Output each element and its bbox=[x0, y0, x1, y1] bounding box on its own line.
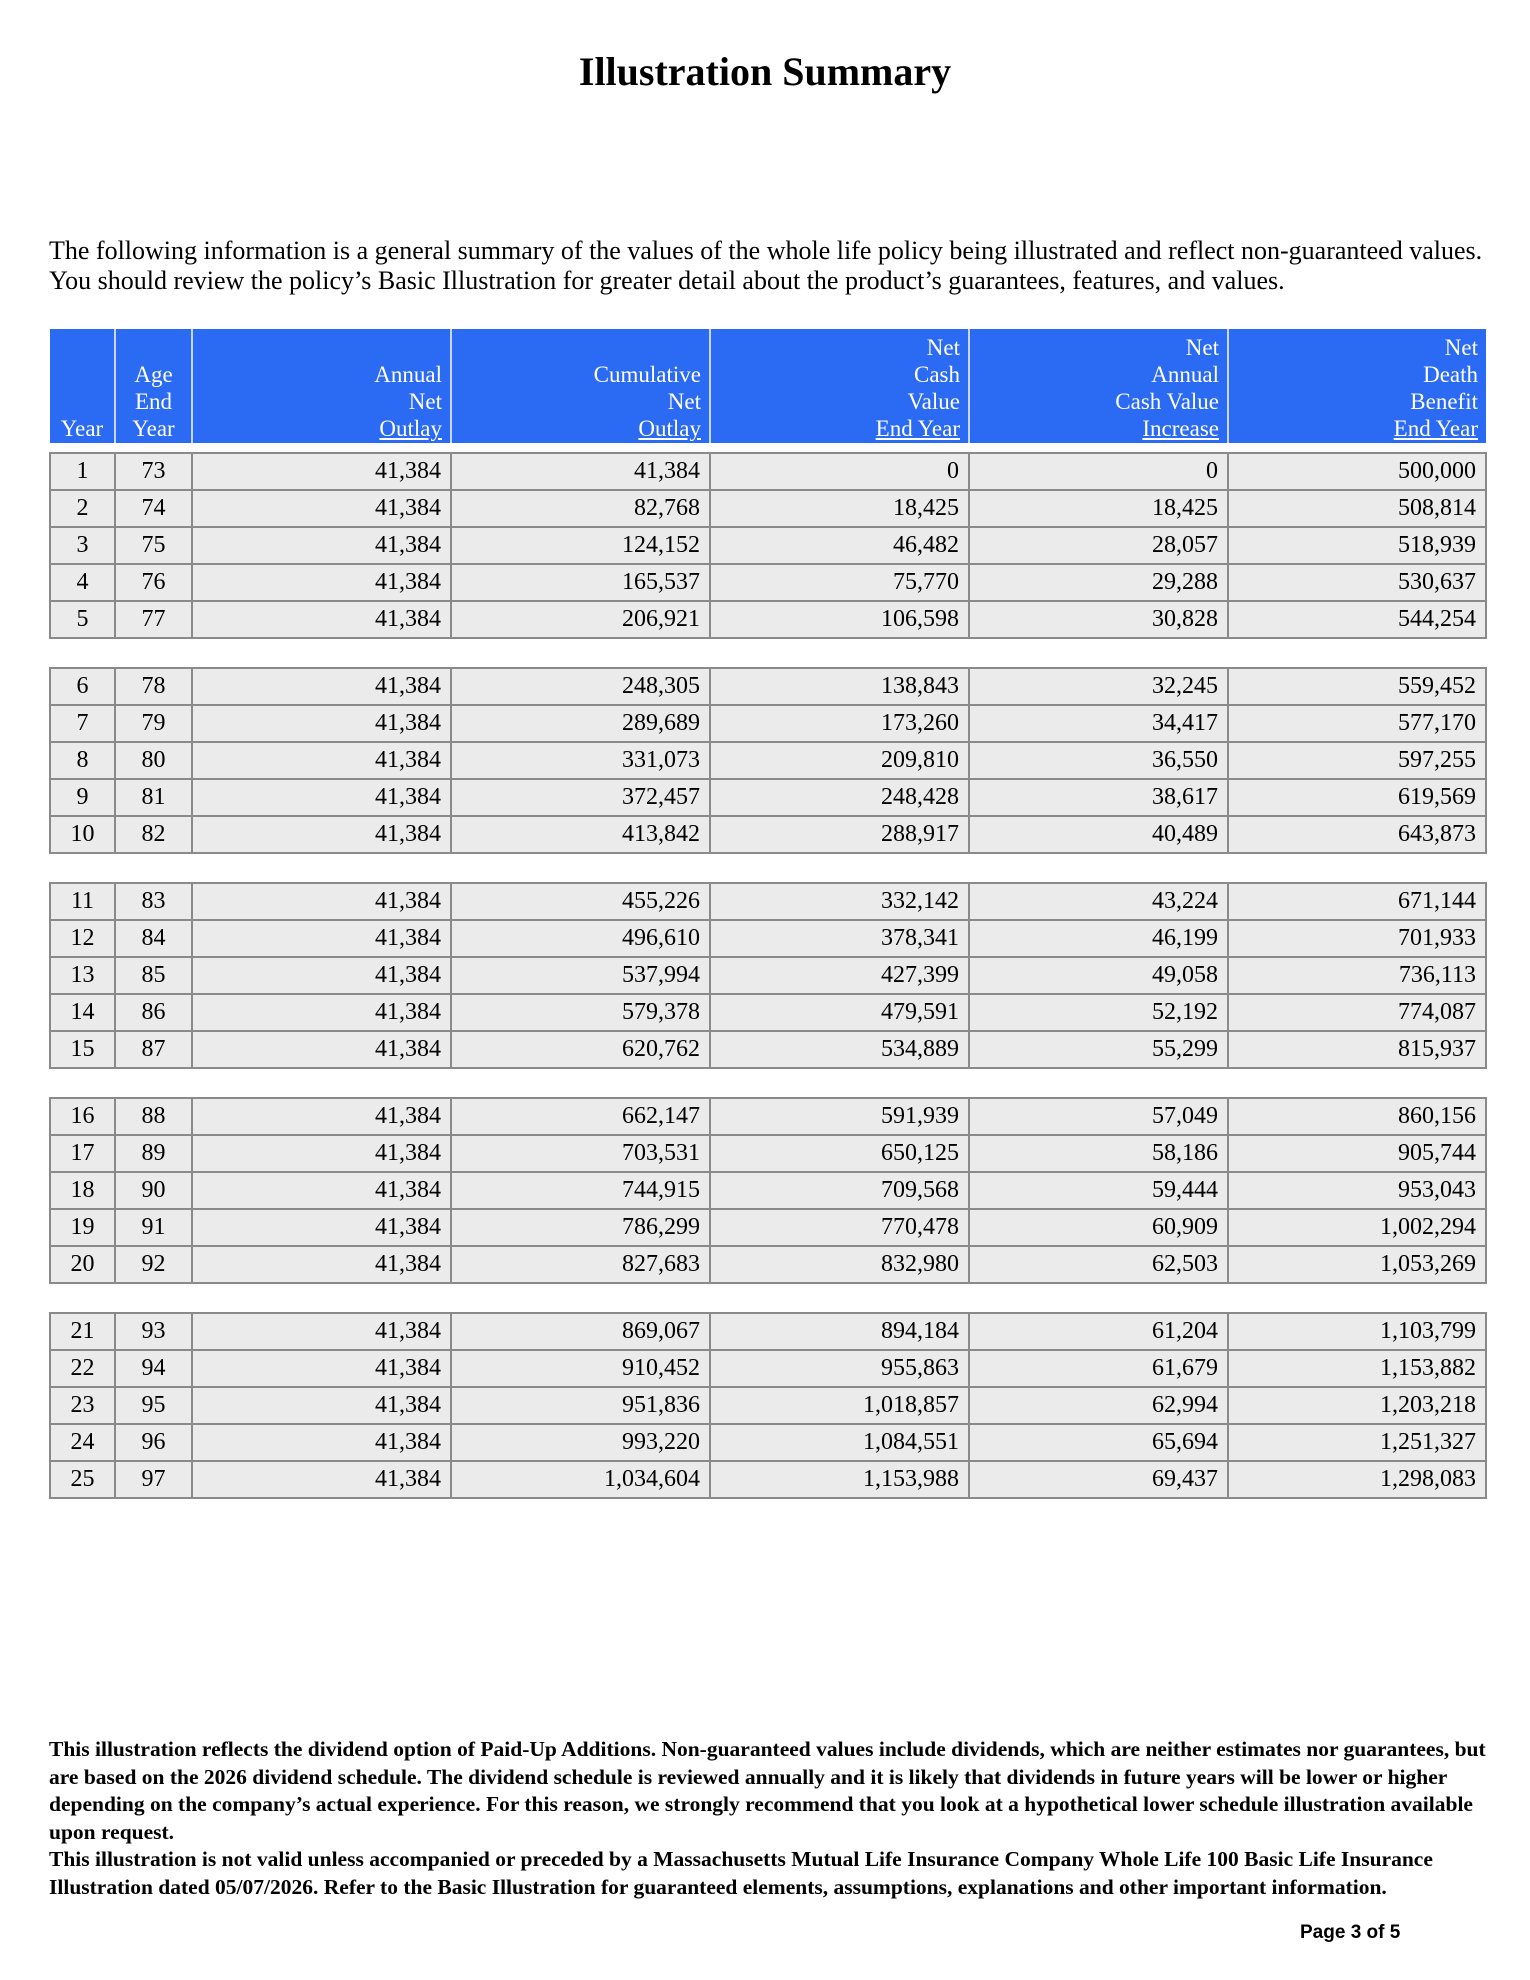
column-header-line: Year bbox=[132, 416, 175, 441]
table-body bbox=[50, 443, 1486, 1498]
table-cell: 82 bbox=[115, 816, 192, 853]
table-cell: 703,531 bbox=[451, 1135, 710, 1172]
table-cell: 378,341 bbox=[710, 920, 969, 957]
table-cell: 96 bbox=[115, 1424, 192, 1461]
table-cell: 9 bbox=[50, 779, 115, 816]
column-header-4 bbox=[710, 329, 969, 443]
table-cell: 8 bbox=[50, 742, 115, 779]
table-row bbox=[50, 1172, 1486, 1209]
table-cell: 17 bbox=[50, 1135, 115, 1172]
table-cell: 41,384 bbox=[192, 1135, 451, 1172]
table-cell: 58,186 bbox=[969, 1135, 1228, 1172]
table-cell: 82,768 bbox=[451, 490, 710, 527]
table-cell: 32,245 bbox=[969, 668, 1228, 705]
table-row bbox=[50, 742, 1486, 779]
validity-disclosure: This illustration is not valid unless accompanied or preceded by a Massachusetts Mutual Life Insurance Company Whole Life 100 Basic Life Insurance Illustration dated 05/07/2026. Refer to the Basic Illustration for guaranteed elements, assumptions, explanations and other important information. bbox=[49, 1847, 1433, 1899]
table-cell: 372,457 bbox=[451, 779, 710, 816]
table-cell: 455,226 bbox=[451, 883, 710, 920]
table-cell: 662,147 bbox=[451, 1098, 710, 1135]
table-cell: 1,053,269 bbox=[1228, 1246, 1486, 1283]
table-cell: 22 bbox=[50, 1350, 115, 1387]
table-row bbox=[50, 920, 1486, 957]
table-cell: 41,384 bbox=[192, 742, 451, 779]
table-row bbox=[50, 1313, 1486, 1350]
table-cell: 7 bbox=[50, 705, 115, 742]
table-cell: 41,384 bbox=[192, 779, 451, 816]
column-header-line: End bbox=[134, 389, 173, 414]
table-cell: 288,917 bbox=[710, 816, 969, 853]
table-cell: 508,814 bbox=[1228, 490, 1486, 527]
table-cell: 827,683 bbox=[451, 1246, 710, 1283]
table-row bbox=[50, 883, 1486, 920]
table-cell: 41,384 bbox=[192, 668, 451, 705]
table-cell: 41,384 bbox=[192, 601, 451, 638]
table-cell: 2 bbox=[50, 490, 115, 527]
table-row bbox=[50, 1031, 1486, 1068]
table-row bbox=[50, 957, 1486, 994]
column-header-line: Net bbox=[408, 389, 442, 414]
table-cell: 43,224 bbox=[969, 883, 1228, 920]
table-cell: 41,384 bbox=[192, 994, 451, 1031]
table-row bbox=[50, 705, 1486, 742]
table-cell: 89 bbox=[115, 1135, 192, 1172]
table-cell: 92 bbox=[115, 1246, 192, 1283]
column-header-line: Annual bbox=[1151, 362, 1219, 387]
table-cell: 13 bbox=[50, 957, 115, 994]
table-cell: 951,836 bbox=[451, 1387, 710, 1424]
table-cell: 534,889 bbox=[710, 1031, 969, 1068]
table-cell: 620,762 bbox=[451, 1031, 710, 1068]
column-header-line: Year bbox=[60, 416, 104, 441]
illustration-table bbox=[49, 329, 1487, 1499]
table-cell: 591,939 bbox=[710, 1098, 969, 1135]
table-cell: 41,384 bbox=[192, 1098, 451, 1135]
table-cell: 1,018,857 bbox=[710, 1387, 969, 1424]
column-header-3 bbox=[451, 329, 710, 443]
table-cell: 46,482 bbox=[710, 527, 969, 564]
table-row bbox=[50, 1424, 1486, 1461]
table-cell: 701,933 bbox=[1228, 920, 1486, 957]
table-cell: 993,220 bbox=[451, 1424, 710, 1461]
table-cell: 953,043 bbox=[1228, 1172, 1486, 1209]
table-cell: 41,384 bbox=[192, 527, 451, 564]
table-cell: 95 bbox=[115, 1387, 192, 1424]
table-cell: 1,153,882 bbox=[1228, 1350, 1486, 1387]
table-cell: 97 bbox=[115, 1461, 192, 1498]
table-cell: 496,610 bbox=[451, 920, 710, 957]
table-cell: 138,843 bbox=[710, 668, 969, 705]
column-header-line: Annual bbox=[374, 362, 442, 387]
column-header-line: Benefit bbox=[1410, 389, 1478, 414]
table-cell: 1,153,988 bbox=[710, 1461, 969, 1498]
illustration-table-container bbox=[49, 329, 1485, 1499]
table-cell: 1,298,083 bbox=[1228, 1461, 1486, 1498]
table-cell: 0 bbox=[710, 453, 969, 490]
table-cell: 6 bbox=[50, 668, 115, 705]
table-cell: 20 bbox=[50, 1246, 115, 1283]
table-cell: 41,384 bbox=[192, 1424, 451, 1461]
table-cell: 643,873 bbox=[1228, 816, 1486, 853]
column-header-line: End Year bbox=[1393, 416, 1478, 441]
table-row bbox=[50, 490, 1486, 527]
table-cell: 209,810 bbox=[710, 742, 969, 779]
table-cell: 331,073 bbox=[451, 742, 710, 779]
table-row bbox=[50, 453, 1486, 490]
column-header-line: Net bbox=[1444, 335, 1478, 360]
table-cell: 34,417 bbox=[969, 705, 1228, 742]
column-header-2 bbox=[192, 329, 451, 443]
table-row bbox=[50, 1098, 1486, 1135]
table-cell: 427,399 bbox=[710, 957, 969, 994]
table-cell: 165,537 bbox=[451, 564, 710, 601]
table-cell: 5 bbox=[50, 601, 115, 638]
table-cell: 537,994 bbox=[451, 957, 710, 994]
table-cell: 12 bbox=[50, 920, 115, 957]
table-cell: 41,384 bbox=[192, 1313, 451, 1350]
table-cell: 559,452 bbox=[1228, 668, 1486, 705]
table-row bbox=[50, 668, 1486, 705]
table-cell: 36,550 bbox=[969, 742, 1228, 779]
table-cell: 25 bbox=[50, 1461, 115, 1498]
table-cell: 79 bbox=[115, 705, 192, 742]
table-cell: 124,152 bbox=[451, 527, 710, 564]
table-row bbox=[50, 1209, 1486, 1246]
table-cell: 76 bbox=[115, 564, 192, 601]
table-cell: 59,444 bbox=[969, 1172, 1228, 1209]
table-cell: 11 bbox=[50, 883, 115, 920]
column-header-5 bbox=[969, 329, 1228, 443]
table-cell: 1,002,294 bbox=[1228, 1209, 1486, 1246]
table-cell: 84 bbox=[115, 920, 192, 957]
table-cell: 106,598 bbox=[710, 601, 969, 638]
table-cell: 1,203,218 bbox=[1228, 1387, 1486, 1424]
table-cell: 518,939 bbox=[1228, 527, 1486, 564]
column-header-line: End Year bbox=[875, 416, 960, 441]
table-cell: 93 bbox=[115, 1313, 192, 1350]
column-header-line: Net bbox=[667, 389, 701, 414]
table-cell: 709,568 bbox=[710, 1172, 969, 1209]
table-cell: 619,569 bbox=[1228, 779, 1486, 816]
table-cell: 41,384 bbox=[192, 957, 451, 994]
intro-paragraph: The following information is a general summary of the values of the whole life policy being illustrated and reflect non-guaranteed values. You should review the policy’s Basic Illustration for greater detail about the product’s guarantees, features, and values. bbox=[49, 236, 1483, 295]
table-cell: 41,384 bbox=[192, 1031, 451, 1068]
table-cell: 815,937 bbox=[1228, 1031, 1486, 1068]
table-cell: 955,863 bbox=[710, 1350, 969, 1387]
table-cell: 173,260 bbox=[710, 705, 969, 742]
table-cell: 579,378 bbox=[451, 994, 710, 1031]
table-cell: 650,125 bbox=[710, 1135, 969, 1172]
table-cell: 90 bbox=[115, 1172, 192, 1209]
table-cell: 479,591 bbox=[710, 994, 969, 1031]
table-cell: 77 bbox=[115, 601, 192, 638]
table-cell: 1 bbox=[50, 453, 115, 490]
table-cell: 62,994 bbox=[969, 1387, 1228, 1424]
table-cell: 81 bbox=[115, 779, 192, 816]
column-header-line: Outlay bbox=[638, 416, 701, 441]
page-number: Page 3 of 5 bbox=[1300, 1922, 1401, 1943]
table-cell: 46,199 bbox=[969, 920, 1228, 957]
table-cell: 40,489 bbox=[969, 816, 1228, 853]
table-cell: 14 bbox=[50, 994, 115, 1031]
table-cell: 786,299 bbox=[451, 1209, 710, 1246]
table-cell: 38,617 bbox=[969, 779, 1228, 816]
table-cell: 52,192 bbox=[969, 994, 1228, 1031]
table-cell: 94 bbox=[115, 1350, 192, 1387]
table-cell: 41,384 bbox=[192, 920, 451, 957]
table-row bbox=[50, 1135, 1486, 1172]
table-cell: 23 bbox=[50, 1387, 115, 1424]
table-cell: 75,770 bbox=[710, 564, 969, 601]
table-cell: 41,384 bbox=[192, 705, 451, 742]
table-row bbox=[50, 779, 1486, 816]
table-cell: 248,305 bbox=[451, 668, 710, 705]
table-cell: 24 bbox=[50, 1424, 115, 1461]
page-title: Illustration Summary bbox=[578, 49, 952, 94]
table-cell: 41,384 bbox=[192, 816, 451, 853]
table-row bbox=[50, 1350, 1486, 1387]
table-cell: 19 bbox=[50, 1209, 115, 1246]
table-row bbox=[50, 994, 1486, 1031]
table-cell: 61,204 bbox=[969, 1313, 1228, 1350]
column-header-6 bbox=[1228, 329, 1486, 443]
table-cell: 18,425 bbox=[969, 490, 1228, 527]
table-cell: 905,744 bbox=[1228, 1135, 1486, 1172]
table-cell: 87 bbox=[115, 1031, 192, 1068]
table-cell: 4 bbox=[50, 564, 115, 601]
column-header-line: Age bbox=[134, 362, 173, 387]
table-cell: 41,384 bbox=[192, 1172, 451, 1209]
table-cell: 16 bbox=[50, 1098, 115, 1135]
table-cell: 41,384 bbox=[192, 883, 451, 920]
column-header-line: Increase bbox=[1142, 416, 1219, 441]
table-cell: 1,251,327 bbox=[1228, 1424, 1486, 1461]
table-cell: 75 bbox=[115, 527, 192, 564]
table-cell: 80 bbox=[115, 742, 192, 779]
column-header-line: Value bbox=[907, 389, 960, 414]
column-header-line: Cumulative bbox=[593, 362, 701, 387]
column-header-line: Net bbox=[926, 335, 960, 360]
table-cell: 910,452 bbox=[451, 1350, 710, 1387]
table-cell: 869,067 bbox=[451, 1313, 710, 1350]
column-header-line: Net bbox=[1185, 335, 1219, 360]
dividend-disclosure: This illustration reflects the dividend option of Paid-Up Additions. Non-guaranteed values include dividends, which are neither estimates nor guarantees, but are based on the 2026 dividend schedule. The dividend schedule is reviewed annually and it is likely that dividends in future years will be lower or higher depending on the company’s actual experience. For this reason, we strongly recommend that you look at a hypothetical lower schedule illustration available upon request. bbox=[49, 1737, 1486, 1844]
table-cell: 3 bbox=[50, 527, 115, 564]
table-cell: 544,254 bbox=[1228, 601, 1486, 638]
column-header-line: Cash Value bbox=[1115, 389, 1219, 414]
table-cell: 671,144 bbox=[1228, 883, 1486, 920]
table-cell: 41,384 bbox=[192, 490, 451, 527]
table-cell: 85 bbox=[115, 957, 192, 994]
column-header-line: Death bbox=[1423, 362, 1478, 387]
table-cell: 73 bbox=[115, 453, 192, 490]
table-cell: 49,058 bbox=[969, 957, 1228, 994]
table-cell: 41,384 bbox=[192, 1461, 451, 1498]
table-cell: 10 bbox=[50, 816, 115, 853]
table-row bbox=[50, 527, 1486, 564]
table-cell: 1,084,551 bbox=[710, 1424, 969, 1461]
table-cell: 74 bbox=[115, 490, 192, 527]
table-row bbox=[50, 1461, 1486, 1498]
table-cell: 65,694 bbox=[969, 1424, 1228, 1461]
table-cell: 500,000 bbox=[1228, 453, 1486, 490]
table-cell: 78 bbox=[115, 668, 192, 705]
table-cell: 289,689 bbox=[451, 705, 710, 742]
table-cell: 206,921 bbox=[451, 601, 710, 638]
table-cell: 57,049 bbox=[969, 1098, 1228, 1135]
table-cell: 413,842 bbox=[451, 816, 710, 853]
table-cell: 41,384 bbox=[192, 1209, 451, 1246]
table-cell: 774,087 bbox=[1228, 994, 1486, 1031]
table-cell: 55,299 bbox=[969, 1031, 1228, 1068]
table-cell: 41,384 bbox=[192, 564, 451, 601]
table-cell: 88 bbox=[115, 1098, 192, 1135]
table-cell: 1,034,604 bbox=[451, 1461, 710, 1498]
table-cell: 41,384 bbox=[192, 1350, 451, 1387]
column-header-1 bbox=[115, 329, 192, 443]
table-cell: 770,478 bbox=[710, 1209, 969, 1246]
table-cell: 21 bbox=[50, 1313, 115, 1350]
table-cell: 332,142 bbox=[710, 883, 969, 920]
table-cell: 69,437 bbox=[969, 1461, 1228, 1498]
table-row bbox=[50, 1246, 1486, 1283]
table-cell: 41,384 bbox=[192, 1246, 451, 1283]
table-cell: 832,980 bbox=[710, 1246, 969, 1283]
table-cell: 60,909 bbox=[969, 1209, 1228, 1246]
table-cell: 744,915 bbox=[451, 1172, 710, 1209]
table-cell: 83 bbox=[115, 883, 192, 920]
table-row bbox=[50, 564, 1486, 601]
table-row bbox=[50, 601, 1486, 638]
table-cell: 248,428 bbox=[710, 779, 969, 816]
table-cell: 29,288 bbox=[969, 564, 1228, 601]
table-cell: 41,384 bbox=[192, 453, 451, 490]
table-cell: 41,384 bbox=[192, 1387, 451, 1424]
table-cell: 597,255 bbox=[1228, 742, 1486, 779]
column-header-line: Cash bbox=[914, 362, 960, 387]
column-header-0 bbox=[50, 329, 115, 443]
table-cell: 860,156 bbox=[1228, 1098, 1486, 1135]
table-cell: 0 bbox=[969, 453, 1228, 490]
table-cell: 18 bbox=[50, 1172, 115, 1209]
table-cell: 86 bbox=[115, 994, 192, 1031]
table-cell: 894,184 bbox=[710, 1313, 969, 1350]
table-cell: 41,384 bbox=[451, 453, 710, 490]
column-header-line: Outlay bbox=[379, 416, 442, 441]
table-cell: 18,425 bbox=[710, 490, 969, 527]
table-cell: 30,828 bbox=[969, 601, 1228, 638]
table-cell: 62,503 bbox=[969, 1246, 1228, 1283]
table-cell: 61,679 bbox=[969, 1350, 1228, 1387]
table-cell: 736,113 bbox=[1228, 957, 1486, 994]
table-cell: 15 bbox=[50, 1031, 115, 1068]
table-row bbox=[50, 1387, 1486, 1424]
table-header-row bbox=[50, 329, 1486, 443]
table-cell: 28,057 bbox=[969, 527, 1228, 564]
table-cell: 91 bbox=[115, 1209, 192, 1246]
table-row bbox=[50, 816, 1486, 853]
table-cell: 577,170 bbox=[1228, 705, 1486, 742]
table-cell: 530,637 bbox=[1228, 564, 1486, 601]
footnote bbox=[49, 1736, 1489, 1901]
table-cell: 1,103,799 bbox=[1228, 1313, 1486, 1350]
